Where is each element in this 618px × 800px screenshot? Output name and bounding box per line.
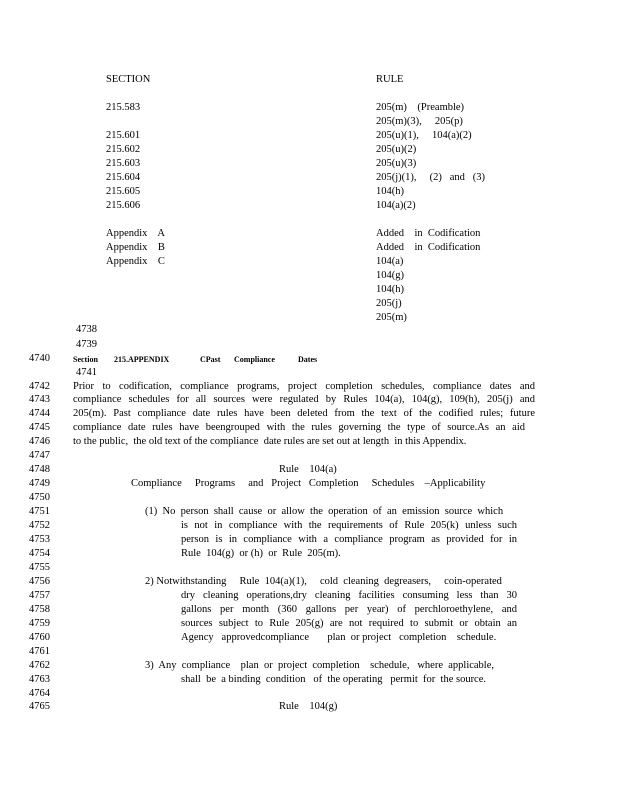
line-number: 4751 (29, 506, 50, 517)
section-number: 215.583 (106, 102, 141, 113)
line-number: 4745 (29, 422, 50, 433)
item-1-line: person is in compliance with a compliance program as provided for in (181, 534, 517, 545)
line-number: 4761 (29, 646, 50, 657)
item-1-line: is not in compliance with the requirements of Rule 205(k) unless such (181, 520, 517, 531)
intro-line: 205(m). Past compliance date rules have been deleted from the text of the codified rules; future (73, 408, 535, 419)
line-number: 4744 (29, 408, 50, 419)
line-number: 4753 (29, 534, 50, 545)
appendix-rule: 205(m) (376, 312, 407, 323)
heading-dates: Dates (298, 355, 318, 364)
rule-reference: 205(m)(3), 205(p) (376, 116, 463, 127)
rule-reference: 104(h) (376, 186, 404, 197)
rule-reference: 205(m) (Preamble) (376, 102, 465, 113)
rule-subtitle: Compliance Programs and Project Completion Schedules –Applicability (131, 478, 486, 489)
line-number: 4740 (29, 353, 50, 364)
line-number: 4763 (29, 674, 50, 685)
section-column-header: SECTION (106, 74, 151, 85)
item-2-line: gallons per month (360 gallons per year) of perchloroethylene, and (181, 604, 517, 615)
item-2-lead: 2) Notwithstanding Rule 104(a)(1), cold cleaning degreasers, coin-operated (145, 576, 502, 587)
intro-line: compliance schedules for all sources were regulated by Rules 104(a), 104(g), 109(h), 205(j) and (73, 394, 535, 405)
item-3-lead: 3) Any compliance plan or project completion schedule, where applicable, (145, 660, 495, 671)
item-1-line: Rule 104(g) or (h) or Rule 205(m). (181, 548, 341, 559)
intro-line: compliance date rules have beengrouped with the rules governing the type of source.As an aid (73, 422, 525, 433)
line-number: 4752 (29, 520, 50, 531)
rule-title: Rule 104(a) (279, 464, 337, 475)
line-number: 4742 (29, 381, 50, 392)
rule-reference: 205(u)(2) (376, 144, 417, 155)
next-rule-title: Rule 104(g) (279, 701, 338, 712)
item-2-line: Agency approvedcompliance plan or project completion schedule. (181, 632, 497, 643)
line-number: 4762 (29, 660, 50, 671)
line-number: 4758 (29, 604, 50, 615)
section-number: 215.601 (106, 130, 141, 141)
item-2-line: sources subject to Rule 205(g) are not required to submit or obtain an (181, 618, 517, 629)
section-number: 215.606 (106, 200, 141, 211)
appendix-rule: 104(g) (376, 270, 404, 281)
appendix-rule: 104(h) (376, 284, 404, 295)
section-number: 215.605 (106, 186, 141, 197)
line-number: 4755 (29, 562, 50, 573)
line-number: 4749 (29, 478, 50, 489)
line-number: 4764 (29, 688, 50, 699)
item-3-line: shall be a binding condition of the operating permit for the source. (181, 674, 487, 685)
section-number: 215.602 (106, 144, 141, 155)
intro-line: to the public, the old text of the compliance date rules are set out at length in this Appendix. (73, 436, 467, 447)
section-number: 215.603 (106, 158, 141, 169)
section-number: 215.604 (106, 172, 141, 183)
line-number: 4739 (76, 339, 97, 350)
item-1-lead: (1) No person shall cause or allow the operation of an emission source which (145, 506, 504, 517)
heading-section-word: Section (73, 355, 98, 364)
line-number: 4748 (29, 464, 50, 475)
line-number: 4746 (29, 436, 50, 447)
appendix-rule: 104(a) (376, 256, 404, 267)
appendix-rule: Added in Codification (376, 228, 481, 239)
rule-reference: 104(a)(2) (376, 200, 416, 211)
heading-appendix-title: 215.APPENDIX (114, 355, 170, 364)
line-number: 4759 (29, 618, 50, 629)
line-number: 4750 (29, 492, 50, 503)
line-number: 4741 (76, 367, 97, 378)
appendix-label: Appendix A (106, 228, 165, 239)
appendix-rule: 205(j) (376, 298, 402, 309)
line-number: 4765 (29, 701, 50, 712)
heading-compliance: Compliance (234, 355, 275, 364)
appendix-rule: Added in Codification (376, 242, 481, 253)
item-2-line: dry cleaning operations,dry cleaning facilities consuming less than 30 (181, 590, 517, 601)
rule-column-header: RULE (376, 74, 404, 85)
rule-reference: 205(u)(3) (376, 158, 417, 169)
line-number: 4760 (29, 632, 50, 643)
line-number: 4754 (29, 548, 50, 559)
rule-reference: 205(j)(1), (2) and (3) (376, 172, 486, 183)
line-number: 4743 (29, 394, 50, 405)
appendix-label: Appendix B (106, 242, 165, 253)
line-number: 4747 (29, 450, 50, 461)
intro-line: Prior to codification, compliance programs, project completion schedules, compliance dates and (73, 381, 535, 392)
rule-reference: 205(u)(1), 104(a)(2) (376, 130, 472, 141)
line-number: 4757 (29, 590, 50, 601)
line-number: 4756 (29, 576, 50, 587)
line-number: 4738 (76, 324, 97, 335)
appendix-label: Appendix C (106, 256, 165, 267)
heading-cpast: CPast (200, 355, 221, 364)
